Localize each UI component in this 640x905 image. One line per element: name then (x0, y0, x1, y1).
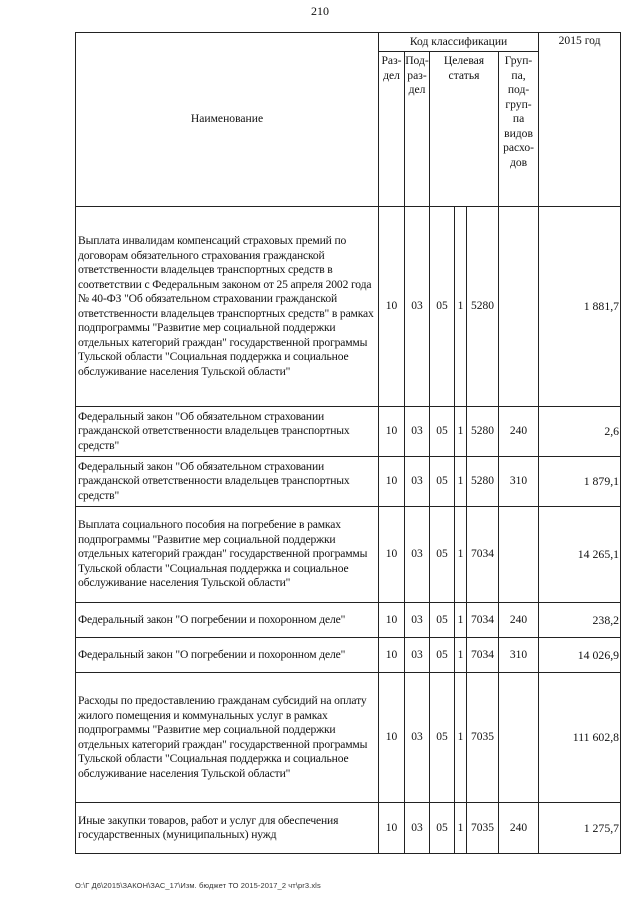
table-row (76, 407, 621, 457)
row-podrazdel: 03 (405, 603, 430, 638)
table-row (76, 457, 621, 507)
row-amount: 238,2 (539, 603, 621, 638)
row-target-2: 1 (455, 673, 467, 803)
table-row (76, 207, 621, 407)
row-target-1: 05 (430, 803, 455, 854)
row-target-3: 5280 (467, 207, 499, 407)
page-number: 210 (311, 4, 329, 18)
row-name: Федеральный закон "Об обязательном страховании гражданской ответственности владельцев транспортных средств" (76, 407, 379, 457)
row-podrazdel: 03 (405, 673, 430, 803)
row-razdel: 10 (379, 457, 405, 507)
row-razdel: 10 (379, 407, 405, 457)
row-amount: 14 026,9 (539, 638, 621, 673)
row-group: 240 (499, 407, 539, 457)
row-amount: 2,6 (539, 407, 621, 457)
row-group: 310 (499, 638, 539, 673)
header-group: Груп- па, под- груп- па видов расхо- дов (499, 52, 539, 207)
row-target-3: 7034 (467, 507, 499, 603)
row-podrazdel: 03 (405, 803, 430, 854)
row-razdel: 10 (379, 803, 405, 854)
row-target-2: 1 (455, 638, 467, 673)
row-target-3: 7034 (467, 638, 499, 673)
header-razdel: Раз- дел (379, 52, 405, 207)
row-target-2: 1 (455, 207, 467, 407)
row-target-1: 05 (430, 407, 455, 457)
row-target-2: 1 (455, 407, 467, 457)
row-name: Федеральный закон "Об обязательном страховании гражданской ответственности владельцев транспортных средств" (76, 457, 379, 507)
header-name: Наименование (76, 33, 379, 207)
row-target-1: 05 (430, 603, 455, 638)
row-target-1: 05 (430, 638, 455, 673)
header-podrazdel: Под- раз- дел (405, 52, 430, 207)
header-target: Целевая статья (430, 52, 499, 207)
row-group: 240 (499, 803, 539, 854)
row-group (499, 207, 539, 407)
row-target-1: 05 (430, 207, 455, 407)
row-name: Федеральный закон "О погребении и похоронном деле" (76, 603, 379, 638)
row-name: Выплата инвалидам компенсаций страховых премий по договорам обязательного страхования гражданской ответственности владельцев транспортных средств в соответствии с Федеральным законом от 25 апреля 2002 года № 40-ФЗ "Об обязательном страховании гражданской ответственности владельцев транспортных средств" в рамках подпрограммы "Развитие мер социальной поддержки отдельных категорий граждан" государственной программы Тульской области "Социальная поддержка и социальное обслуживание населения Тульской области" (76, 207, 379, 407)
table-row (76, 803, 621, 854)
row-target-3: 5280 (467, 457, 499, 507)
row-razdel: 10 (379, 673, 405, 803)
budget-table (75, 32, 621, 854)
file-path-footer: О:\Г Д6\2015\ЗАКОН\ЗАС_17\Изм. бюджет ТО 2015-2017_2 чт\pr3.xls (75, 881, 321, 890)
header-year: 2015 год (539, 33, 621, 207)
row-target-3: 7034 (467, 603, 499, 638)
row-podrazdel: 03 (405, 457, 430, 507)
row-amount: 14 265,1 (539, 507, 621, 603)
row-razdel: 10 (379, 207, 405, 407)
row-name: Расходы по предоставлению гражданам субсидий на оплату жилого помещения и коммунальных услуг в рамках подпрограммы "Развитие мер социальной поддержки отдельных категорий граждан" государственной программы Тульской области "Социальная поддержка и социальное обслуживание населения Тульской области" (76, 673, 379, 803)
row-target-1: 05 (430, 457, 455, 507)
row-target-2: 1 (455, 457, 467, 507)
row-target-3: 7035 (467, 803, 499, 854)
row-name: Выплата социального пособия на погребение в рамках подпрограммы "Развитие мер социальной поддержки отдельных категорий граждан" государственной программы Тульской области "Социальная поддержка и социальное обслуживание населения Тульской области" (76, 507, 379, 603)
row-name: Иные закупки товаров, работ и услуг для обеспечения государственных (муниципальных) нужд (76, 803, 379, 854)
row-target-2: 1 (455, 507, 467, 603)
header-classification: Код классификации (379, 33, 539, 52)
row-amount: 1 275,7 (539, 803, 621, 854)
row-razdel: 10 (379, 638, 405, 673)
row-razdel: 10 (379, 507, 405, 603)
row-podrazdel: 03 (405, 638, 430, 673)
table-row (76, 638, 621, 673)
table-row (76, 603, 621, 638)
row-name: Федеральный закон "О погребении и похоронном деле" (76, 638, 379, 673)
table-row (76, 673, 621, 803)
row-amount: 111 602,8 (539, 673, 621, 803)
row-target-2: 1 (455, 603, 467, 638)
row-podrazdel: 03 (405, 207, 430, 407)
row-group: 310 (499, 457, 539, 507)
row-group (499, 673, 539, 803)
row-target-1: 05 (430, 673, 455, 803)
table-row (76, 507, 621, 603)
row-podrazdel: 03 (405, 407, 430, 457)
row-target-3: 5280 (467, 407, 499, 457)
row-group: 240 (499, 603, 539, 638)
row-podrazdel: 03 (405, 507, 430, 603)
row-group (499, 507, 539, 603)
row-target-1: 05 (430, 507, 455, 603)
row-amount: 1 879,1 (539, 457, 621, 507)
row-amount: 1 881,7 (539, 207, 621, 407)
row-razdel: 10 (379, 603, 405, 638)
row-target-3: 7035 (467, 673, 499, 803)
row-target-2: 1 (455, 803, 467, 854)
